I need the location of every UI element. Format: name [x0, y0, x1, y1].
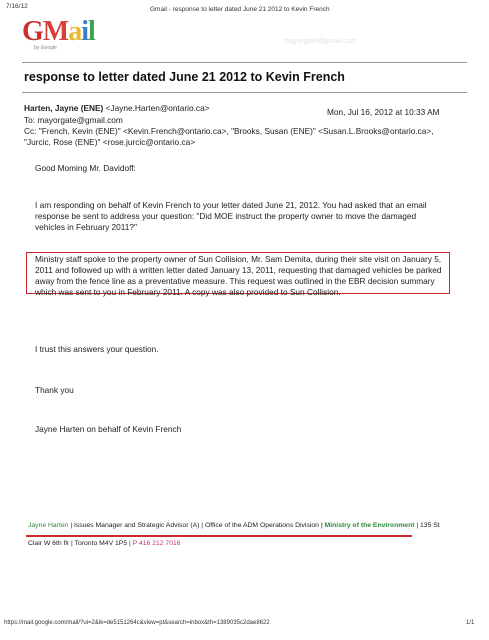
thanks: Thank you	[35, 385, 74, 395]
paragraph-1: I am responding on behalf of Kevin French to your letter dated June 21, 2012. You had asked that an email response be sent to address your question: "Did MOE instruct the property owner to move the damaged vehicles in February 2011?"	[35, 200, 427, 232]
subject-divider	[22, 92, 467, 93]
header-divider	[22, 62, 467, 63]
signature-title: | Issues Manager and Strategic Advisor (A) | Office of the ADM Operations Division	[70, 522, 319, 529]
sign-off: Jayne Harten on behalf of Kevin French	[35, 424, 182, 434]
cc-line-2: "Jurcic, Rose (ENE)" <rose.jurcic@ontario.ca>	[24, 137, 196, 147]
logo-tagline: by Google	[34, 45, 57, 51]
print-title: Gmail - response to letter dated June 21 2012 to Kevin French	[150, 6, 330, 13]
to-line: To: mayorgate@gmail.com	[24, 115, 123, 125]
greeting: Good Moming Mr. Davidoff:	[35, 163, 136, 173]
signature-phone: P 416 212 7016	[132, 540, 181, 547]
signature-address: Clair W 6th flr | Toronto M4V 1P5 |	[28, 540, 131, 547]
email-subject: response to letter dated June 21 2012 to Kevin French	[24, 70, 345, 84]
print-url: https://mail.google.com/mail/?ui=2&ik=de5151264c&view=pt&search=inbox&th=1389035c2dae8622	[4, 620, 270, 626]
signature-address-tail: | 135 St	[416, 522, 440, 529]
account-email: mayorgate@gmail.com	[284, 38, 357, 45]
gmail-logo: GMail	[22, 16, 95, 47]
email-date: Mon, Jul 16, 2012 at 10:33 AM	[327, 107, 440, 117]
signature-name: Jayne Harten	[28, 522, 69, 529]
paragraph-3: I trust this answers your question.	[35, 344, 159, 354]
cc-line-1: Cc: "French, Kevin (ENE)" <Kevin.French@ontario.ca>, "Brooks, Susan (ENE)" <Susan.L.Brooks@ontario.ca>,	[24, 126, 434, 136]
print-date: 7/16/12	[6, 3, 28, 10]
paragraph-2: Ministry staff spoke to the property owner of Sun Collision, Mr. Sam Demita, during their site visit on January 5, 2011 and followed up with a written letter dated January 13, 2011, requesting that damaged vehicles be parked away from the fence line as a preventative measure. This request was outlined in the EBR decision summary which was sent to you in February 2011. A copy was also provided to Sun Collision.	[35, 254, 442, 297]
signature-line-2	[28, 540, 181, 547]
sender-address: <Jayne.Harten@ontario.ca>	[105, 103, 210, 113]
sender	[24, 103, 210, 113]
signature-underline	[26, 535, 412, 537]
signature-line-1	[28, 522, 440, 529]
sender-name: Harten, Jayne (ENE)	[24, 103, 104, 113]
signature-ministry: | Ministry of the Environment	[320, 522, 415, 529]
print-page: 1/1	[466, 620, 475, 626]
